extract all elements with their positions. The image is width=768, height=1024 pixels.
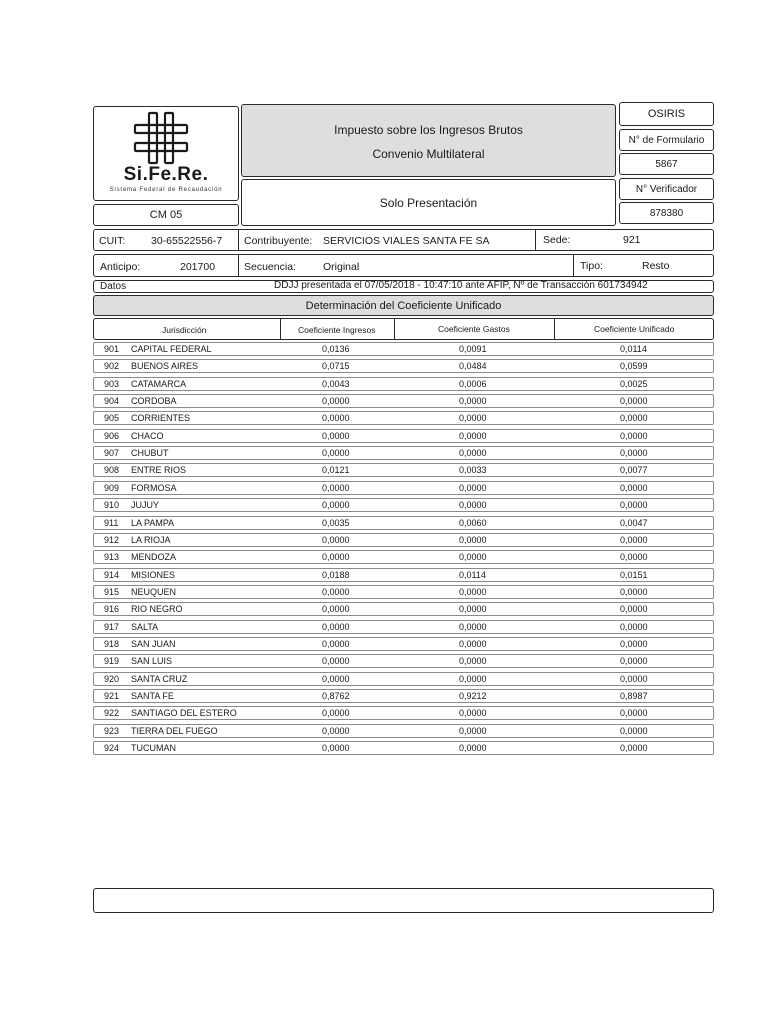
row-code: 902 bbox=[104, 361, 120, 372]
row-coef-ingresos: 0,0121 bbox=[322, 465, 350, 476]
tipo-value: Resto bbox=[642, 260, 670, 272]
table-row bbox=[93, 446, 714, 460]
row-coef-ingresos: 0,0035 bbox=[322, 517, 350, 528]
bottom-empty-box bbox=[93, 888, 714, 913]
row-coef-gastos: 0,0000 bbox=[459, 708, 487, 719]
row-jurisdiccion: SANTA CRUZ bbox=[131, 673, 188, 684]
table-row bbox=[93, 706, 714, 720]
row-code: 911 bbox=[104, 517, 119, 528]
tipo-label: Tipo: bbox=[580, 260, 603, 272]
row-coef-ingresos: 0,0000 bbox=[322, 586, 350, 597]
row-coef-gastos: 0,0000 bbox=[459, 413, 487, 424]
contribuyente-value: SERVICIOS VIALES SANTA FE SA bbox=[323, 235, 490, 247]
row-coef-ingresos: 0,0715 bbox=[322, 361, 350, 372]
row-coef-unificado: 0,0000 bbox=[620, 604, 648, 615]
row-coef-gastos: 0,0000 bbox=[459, 604, 487, 615]
row-jurisdiccion: LA PAMPA bbox=[131, 517, 175, 528]
table-row bbox=[93, 359, 714, 373]
form-title bbox=[241, 104, 616, 177]
row-code: 918 bbox=[104, 638, 120, 649]
row-code: 912 bbox=[104, 534, 120, 545]
row-jurisdiccion: MISIONES bbox=[131, 569, 176, 580]
row-jurisdiccion: RIO NEGRO bbox=[131, 604, 183, 615]
title-line-1: Impuesto sobre los Ingresos Brutos bbox=[334, 123, 523, 137]
table-row bbox=[93, 481, 714, 495]
row-coef-ingresos: 0,0000 bbox=[322, 552, 350, 563]
row-code: 920 bbox=[104, 673, 120, 684]
row-coef-gastos: 0,0000 bbox=[459, 448, 487, 459]
row-code: 913 bbox=[104, 552, 120, 563]
row-coef-gastos: 0,0000 bbox=[459, 430, 487, 441]
datos-label: Datos bbox=[100, 281, 127, 292]
row-coef-unificado: 0,0000 bbox=[620, 482, 648, 493]
row-coef-unificado: 0,0000 bbox=[620, 725, 648, 736]
row-coef-gastos: 0,0091 bbox=[459, 344, 487, 354]
row-code: 908 bbox=[104, 465, 120, 476]
table-row bbox=[93, 550, 714, 564]
table-row bbox=[93, 394, 714, 408]
row-coef-unificado: 0,0000 bbox=[620, 673, 648, 684]
row-code: 915 bbox=[104, 586, 120, 597]
title-line-2: Convenio Multilateral bbox=[372, 147, 485, 161]
form-number-label: N° de Formulario bbox=[619, 129, 714, 151]
row-code: 901 bbox=[104, 344, 120, 354]
row-coef-gastos: 0,0006 bbox=[459, 378, 487, 389]
sede-label: Sede: bbox=[543, 234, 571, 246]
row-coef-ingresos: 0,0188 bbox=[322, 569, 350, 580]
form-name: CM 05 bbox=[93, 204, 239, 226]
row-coef-unificado: 0,0047 bbox=[620, 517, 648, 528]
row-jurisdiccion: CHUBUT bbox=[131, 448, 169, 459]
row-coef-gastos: 0,0000 bbox=[459, 586, 487, 597]
row-coef-unificado: 0,0000 bbox=[620, 552, 648, 563]
row-coef-unificado: 0,0599 bbox=[620, 361, 648, 372]
table-row bbox=[93, 585, 714, 599]
contribuyente-label: Contribuyente: bbox=[244, 235, 313, 247]
row-jurisdiccion: CORDOBA bbox=[131, 396, 177, 407]
row-jurisdiccion: NEUQUEN bbox=[131, 586, 177, 597]
row-coef-unificado: 0,0000 bbox=[620, 743, 648, 754]
row-code: 914 bbox=[104, 569, 120, 580]
row-coef-gastos: 0,0000 bbox=[459, 534, 487, 545]
row-coef-unificado: 0,0151 bbox=[620, 569, 648, 580]
table-row bbox=[93, 724, 714, 738]
table-row bbox=[93, 411, 714, 425]
row-coef-unificado: 0,0025 bbox=[620, 378, 648, 389]
row-code: 904 bbox=[104, 396, 120, 407]
table-row bbox=[93, 637, 714, 651]
row-coef-gastos: 0,0000 bbox=[459, 673, 487, 684]
row-code: 906 bbox=[104, 430, 120, 441]
row-jurisdiccion: FORMOSA bbox=[131, 482, 177, 493]
row-coef-gastos: 0,0000 bbox=[459, 552, 487, 563]
row-coef-ingresos: 0,0000 bbox=[322, 500, 350, 511]
row-coef-ingresos: 0,0000 bbox=[322, 604, 350, 615]
row-coef-unificado: 0,0000 bbox=[620, 708, 648, 719]
row-code: 910 bbox=[104, 500, 120, 511]
table-title: Determinación del Coeficiente Unificado bbox=[93, 295, 714, 316]
row-coef-ingresos: 0,0000 bbox=[322, 413, 350, 424]
row-coef-gastos: 0,0000 bbox=[459, 482, 487, 493]
row-jurisdiccion: TUCUMAN bbox=[131, 743, 176, 754]
period-row bbox=[93, 254, 714, 277]
col-jurisdiccion: Jurisdicción bbox=[162, 325, 207, 335]
system-name: OSIRIS bbox=[619, 102, 714, 126]
row-coef-ingresos: 0,0136 bbox=[322, 344, 350, 354]
row-jurisdiccion: JUJUY bbox=[131, 500, 160, 511]
row-coef-ingresos: 0,0000 bbox=[322, 743, 350, 754]
sede-value: 921 bbox=[623, 234, 641, 246]
presentation-type: Solo Presentación bbox=[241, 179, 616, 226]
row-jurisdiccion: SANTIAGO DEL ESTERO bbox=[131, 708, 237, 719]
row-coef-gastos: 0,0060 bbox=[459, 517, 487, 528]
row-jurisdiccion: CORRIENTES bbox=[131, 413, 191, 424]
row-coef-gastos: 0,0033 bbox=[459, 465, 487, 476]
logo-name: Si.Fe.Re. bbox=[123, 164, 209, 185]
hash-grid-icon bbox=[131, 111, 191, 167]
col-coef-ingresos: Coeficiente Ingresos bbox=[298, 325, 376, 335]
row-coef-ingresos: 0,0000 bbox=[322, 638, 350, 649]
table-row bbox=[93, 654, 714, 668]
row-coef-unificado: 0,0077 bbox=[620, 465, 648, 476]
anticipo-label: Anticipo: bbox=[100, 261, 141, 273]
taxpayer-row bbox=[93, 229, 714, 251]
row-code: 917 bbox=[104, 621, 120, 632]
row-code: 923 bbox=[104, 725, 120, 736]
row-jurisdiccion: SAN JUAN bbox=[131, 638, 176, 649]
row-coef-ingresos: 0,8762 bbox=[322, 691, 350, 701]
secuencia-label: Secuencia: bbox=[244, 261, 296, 273]
cuit-value: 30-65522556-7 bbox=[151, 235, 223, 247]
verifier-number: 878380 bbox=[619, 202, 714, 224]
table-row bbox=[93, 516, 714, 530]
row-coef-ingresos: 0,0000 bbox=[322, 482, 350, 493]
row-coef-unificado: 0,0114 bbox=[620, 344, 647, 354]
row-jurisdiccion: BUENOS AIRES bbox=[131, 361, 199, 372]
table-row bbox=[93, 672, 714, 686]
row-coef-gastos: 0,0000 bbox=[459, 500, 487, 511]
row-coef-gastos: 0,0000 bbox=[459, 621, 487, 632]
row-coef-unificado: 0,0000 bbox=[620, 656, 648, 667]
row-jurisdiccion: SAN LUIS bbox=[131, 656, 173, 667]
row-coef-ingresos: 0,0000 bbox=[322, 656, 350, 667]
row-coef-gastos: 0,0000 bbox=[459, 396, 487, 407]
row-jurisdiccion: CHACO bbox=[131, 430, 164, 441]
row-code: 919 bbox=[104, 656, 120, 667]
row-code: 922 bbox=[104, 708, 120, 719]
row-coef-unificado: 0,0000 bbox=[620, 396, 648, 407]
row-coef-gastos: 0,0000 bbox=[459, 743, 487, 754]
row-jurisdiccion: TIERRA DEL FUEGO bbox=[131, 725, 218, 736]
row-jurisdiccion: CAPITAL FEDERAL bbox=[131, 344, 212, 354]
row-coef-ingresos: 0,0000 bbox=[322, 621, 350, 632]
row-code: 916 bbox=[104, 604, 120, 615]
row-jurisdiccion: MENDOZA bbox=[131, 552, 176, 563]
row-jurisdiccion: SANTA FE bbox=[131, 691, 174, 701]
sifere-logo bbox=[93, 106, 239, 201]
row-coef-gastos: 0,0000 bbox=[459, 638, 487, 649]
row-coef-gastos: 0,0114 bbox=[459, 569, 486, 580]
table-row bbox=[93, 602, 714, 616]
row-coef-unificado: 0,0000 bbox=[620, 638, 648, 649]
row-code: 907 bbox=[104, 448, 120, 459]
table-row bbox=[93, 689, 714, 703]
row-coef-ingresos: 0,0000 bbox=[322, 708, 350, 719]
table-row bbox=[93, 568, 714, 582]
row-coef-unificado: 0,0000 bbox=[620, 448, 648, 459]
row-code: 903 bbox=[104, 378, 120, 389]
row-coef-unificado: 0,0000 bbox=[620, 586, 648, 597]
row-code: 921 bbox=[104, 691, 120, 701]
row-coef-unificado: 0,8987 bbox=[620, 691, 648, 701]
row-jurisdiccion: CATAMARCA bbox=[131, 378, 187, 389]
row-coef-ingresos: 0,0000 bbox=[322, 534, 350, 545]
table-row bbox=[93, 463, 714, 477]
row-code: 905 bbox=[104, 413, 120, 424]
verifier-label: N° Verificador bbox=[619, 178, 714, 200]
logo-subtitle: Sistema Federal de Recaudación bbox=[109, 187, 223, 193]
datos-row bbox=[93, 280, 714, 293]
datos-text: DDJJ presentada el 07/05/2018 - 10:47:10 ante AFIP, Nº de Transacción 601734942 bbox=[274, 280, 648, 291]
row-coef-gastos: 0,0484 bbox=[459, 361, 487, 372]
col-coef-gastos: Coeficiente Gastos bbox=[438, 324, 510, 334]
secuencia-value: Original bbox=[323, 261, 360, 273]
row-coef-ingresos: 0,0000 bbox=[322, 673, 350, 684]
row-coef-ingresos: 0,0000 bbox=[322, 725, 350, 736]
row-coef-unificado: 0,0000 bbox=[620, 534, 648, 545]
table-row bbox=[93, 741, 714, 755]
row-coef-gastos: 0,0000 bbox=[459, 725, 487, 736]
table-row bbox=[93, 377, 714, 391]
cuit-label: CUIT: bbox=[99, 235, 126, 247]
row-coef-ingresos: 0,0000 bbox=[322, 448, 350, 459]
row-code: 909 bbox=[104, 482, 120, 493]
form-number: 5867 bbox=[619, 153, 714, 175]
row-jurisdiccion: LA RIOJA bbox=[131, 534, 171, 545]
row-coef-gastos: 0,9212 bbox=[459, 691, 487, 701]
row-coef-ingresos: 0,0000 bbox=[322, 396, 350, 407]
anticipo-value: 201700 bbox=[180, 261, 216, 273]
table-header bbox=[93, 318, 714, 340]
row-coef-ingresos: 0,0043 bbox=[322, 378, 350, 389]
row-coef-unificado: 0,0000 bbox=[620, 621, 648, 632]
row-jurisdiccion: SALTA bbox=[131, 621, 159, 632]
row-jurisdiccion: ENTRE RIOS bbox=[131, 465, 187, 476]
table-row bbox=[93, 533, 714, 547]
table-row bbox=[93, 342, 714, 356]
row-code: 924 bbox=[104, 743, 120, 754]
row-coef-unificado: 0,0000 bbox=[620, 430, 648, 441]
row-coef-gastos: 0,0000 bbox=[459, 656, 487, 667]
row-coef-unificado: 0,0000 bbox=[620, 500, 648, 511]
table-row bbox=[93, 498, 714, 512]
row-coef-ingresos: 0,0000 bbox=[322, 430, 350, 441]
table-row bbox=[93, 620, 714, 634]
table-row bbox=[93, 429, 714, 443]
col-coef-unificado: Coeficiente Unificado bbox=[594, 324, 675, 334]
row-coef-unificado: 0,0000 bbox=[620, 413, 648, 424]
